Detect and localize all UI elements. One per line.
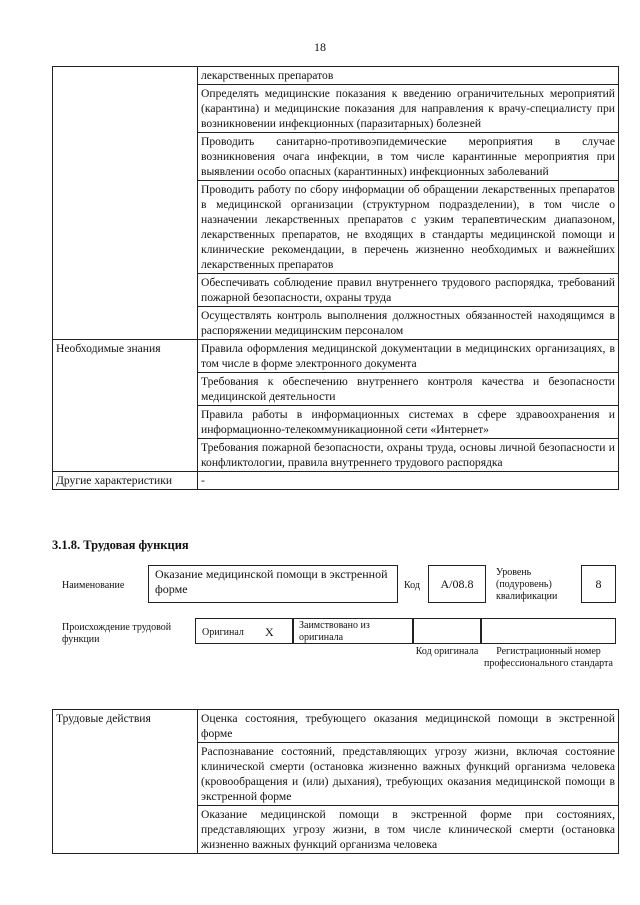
reg-number-label: Регистрационный номер профессионального стандарта — [484, 646, 613, 669]
page-number: 18 — [314, 40, 326, 54]
table-cell: Правила работы в информационных системах в сфере здравоохранения и информационно-телекоммуникационной сети «Интернет» — [198, 406, 619, 439]
table-cell: Оказание медицинской помощи в экстренной форме при состояниях, представляющих угрозу жизни, в том числе клинической смерти (остановка жизненно важных функций организма человека — [198, 806, 619, 854]
table-cell: лекарственных препаратов — [198, 67, 619, 85]
code-original-box — [413, 618, 481, 644]
code-label: Код — [404, 580, 420, 591]
table-cell: Требования пожарной безопасности, охраны труда, основы личной безопасности и конфликтологии, правила внутреннего трудового распорядка — [198, 439, 619, 472]
level-value: 8 — [581, 565, 616, 603]
level-label: Уровень (подуровень) квалификации — [496, 567, 558, 602]
section-title: 3.1.8. Трудовая функция — [52, 538, 189, 552]
table-label-cell — [53, 67, 198, 340]
name-label: Наименование — [62, 580, 125, 591]
table-cell: Правила оформления медицинской документации в медицинских организациях, в том числе в форме электронного документа — [198, 340, 619, 373]
name-value: Оказание медицинской помощи в экстренной форме — [148, 565, 398, 603]
reg-number-box — [481, 618, 616, 644]
table-cell: Обеспечивать соблюдение правил внутреннего трудового распорядка, требований пожарной безопасности, охраны труда — [198, 274, 619, 307]
original-mark: X — [265, 625, 274, 639]
table-cell: - — [198, 472, 619, 490]
table-label-actions: Трудовые действия — [53, 710, 198, 854]
borrowed-label: Заимствовано из оригинала — [299, 620, 370, 643]
code-value: A/08.8 — [428, 565, 486, 603]
actions-table — [52, 709, 619, 854]
origin-label: Происхождение трудовой функции — [62, 622, 172, 645]
table-cell: Осуществлять контроль выполнения должностных обязанностей находящимся в распоряжении медицинским персоналом — [198, 307, 619, 340]
table-label-other: Другие характеристики — [53, 472, 198, 490]
table-row — [53, 472, 619, 490]
table-cell: Требования к обеспечению внутреннего контроля качества и безопасности медицинской деятельности — [198, 373, 619, 406]
table-cell: Проводить санитарно-противоэпидемические мероприятия в случае возникновения очага инфекции, в том числе карантинные мероприятия при выявлении особо опасных (карантинных) инфекционных заболеваний — [198, 133, 619, 181]
code-original-label: Код оригинала — [415, 646, 479, 657]
skills-table — [52, 66, 619, 490]
table-row — [53, 340, 619, 373]
table-cell: Проводить работу по сбору информации об обращении лекарственных препаратов в медицинской организации (структурном подразделении), в том числе о назначении лекарственных препаратов с узким терапевтическим диапазоном, лекарственных препаратов, не входящих в стандарты медицинской помощи и клинические рекомендации, в перечень жизненно необходимых и важнейших лекарственных препаратов — [198, 181, 619, 274]
table-row — [53, 67, 619, 85]
table-cell: Распознавание состояний, представляющих угрозу жизни, включая состояние клинической смерти (остановка жизненно важных функций организма человека (кровообращения и (или) дыхания), требующих оказания медицинской помощи в экстренной форме — [198, 743, 619, 806]
original-label: Оригинал — [202, 627, 244, 638]
table-row — [53, 710, 619, 743]
table-cell: Оценка состояния, требующего оказания медицинской помощи в экстренной форме — [198, 710, 619, 743]
table-cell: Определять медицинские показания к введению ограничительных мероприятий (карантина) и медицинские показания для направления к врачу-специалисту при возникновении инфекционных (паразитарных) болезней — [198, 85, 619, 133]
table-label-knowledge: Необходимые знания — [53, 340, 198, 472]
